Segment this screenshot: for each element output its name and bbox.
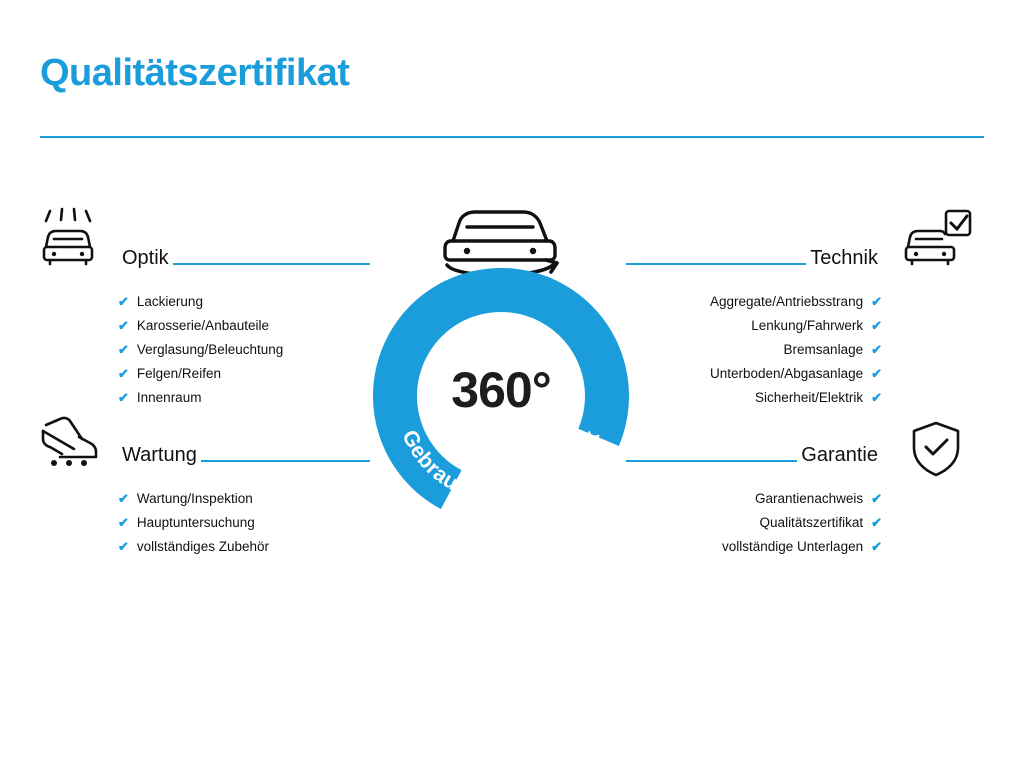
check-icon: ✔ xyxy=(871,318,882,333)
list-item-label: Verglasung/Beleuchtung xyxy=(136,342,284,357)
section-wartung-rule xyxy=(201,460,370,462)
list-item xyxy=(626,290,882,314)
check-icon: ✔ xyxy=(871,342,882,357)
section-optik-items xyxy=(118,290,370,410)
shield-check-icon xyxy=(910,420,962,483)
section-technik-header xyxy=(626,232,882,272)
list-item xyxy=(118,487,370,511)
section-technik xyxy=(626,232,882,410)
section-wartung-title: Wartung xyxy=(122,444,197,466)
gebrauchtwagen-check-badge xyxy=(373,268,629,524)
list-item-label: Qualitätszertifikat xyxy=(759,515,864,530)
list-item-label: vollständiges Zubehör xyxy=(136,539,269,554)
list-item xyxy=(118,338,370,362)
list-item-label: vollständige Unterlagen xyxy=(722,539,864,554)
list-item-label: Felgen/Reifen xyxy=(136,366,221,381)
check-icon: ✔ xyxy=(118,342,129,357)
check-icon: ✔ xyxy=(871,539,882,554)
section-technik-title: Technik xyxy=(810,247,878,269)
section-wartung xyxy=(118,429,370,559)
check-icon: ✔ xyxy=(118,318,129,333)
section-wartung-items xyxy=(118,487,370,559)
check-icon: ✔ xyxy=(871,294,882,309)
list-item xyxy=(118,362,370,386)
check-icon: ✔ xyxy=(871,515,882,530)
section-optik-title: Optik xyxy=(122,247,169,269)
list-item xyxy=(626,535,882,559)
badge-arc-label: Gebrauchtwagen-Check xyxy=(397,426,605,508)
check-icon: ✔ xyxy=(118,515,129,530)
list-item-label: Hauptuntersuchung xyxy=(136,515,255,530)
section-garantie-title: Garantie xyxy=(801,444,878,466)
check-icon: ✔ xyxy=(118,366,129,381)
list-item-label: Innenraum xyxy=(136,390,202,405)
car-lift-service-icon xyxy=(38,413,108,480)
list-item xyxy=(118,511,370,535)
list-item xyxy=(626,386,882,410)
check-icon: ✔ xyxy=(118,294,129,309)
section-optik-rule xyxy=(173,263,370,265)
list-item-label: Aggregate/Antriebsstrang xyxy=(709,294,864,309)
check-icon: ✔ xyxy=(118,491,129,506)
section-garantie-header xyxy=(626,429,882,469)
list-item xyxy=(626,314,882,338)
check-icon: ✔ xyxy=(118,539,129,554)
check-icon: ✔ xyxy=(871,491,882,506)
list-item-label: Garantienachweis xyxy=(755,491,864,506)
list-item xyxy=(626,362,882,386)
list-item-label: Bremsanlage xyxy=(783,342,864,357)
list-item xyxy=(626,511,882,535)
list-item-label: Unterboden/Abgasanlage xyxy=(709,366,864,381)
check-icon: ✔ xyxy=(118,390,129,405)
section-optik xyxy=(118,232,370,410)
check-icon: ✔ xyxy=(871,366,882,381)
list-item xyxy=(118,314,370,338)
list-item xyxy=(626,487,882,511)
section-technik-items xyxy=(626,290,882,410)
section-garantie xyxy=(626,429,882,559)
list-item xyxy=(626,338,882,362)
list-item xyxy=(118,535,370,559)
list-item-label: Lenkung/Fahrwerk xyxy=(751,318,864,333)
section-wartung-header xyxy=(118,429,370,469)
section-garantie-items xyxy=(626,487,882,559)
list-item-label: Karosserie/Anbauteile xyxy=(136,318,269,333)
section-technik-rule xyxy=(626,263,806,265)
list-item-label: Sicherheit/Elektrik xyxy=(755,390,864,405)
check-icon: ✔ xyxy=(871,390,882,405)
section-optik-header xyxy=(118,232,370,272)
page-title: Qualitätszertifikat xyxy=(40,52,350,94)
car-checklist-icon xyxy=(902,209,974,274)
list-item-label: Lackierung xyxy=(136,294,203,309)
title-divider xyxy=(40,136,984,138)
list-item xyxy=(118,386,370,410)
badge-value: 360° xyxy=(451,362,551,418)
list-item xyxy=(118,290,370,314)
list-item-label: Wartung/Inspektion xyxy=(136,491,253,506)
car-front-wash-icon xyxy=(40,207,108,274)
section-garantie-rule xyxy=(626,460,797,462)
